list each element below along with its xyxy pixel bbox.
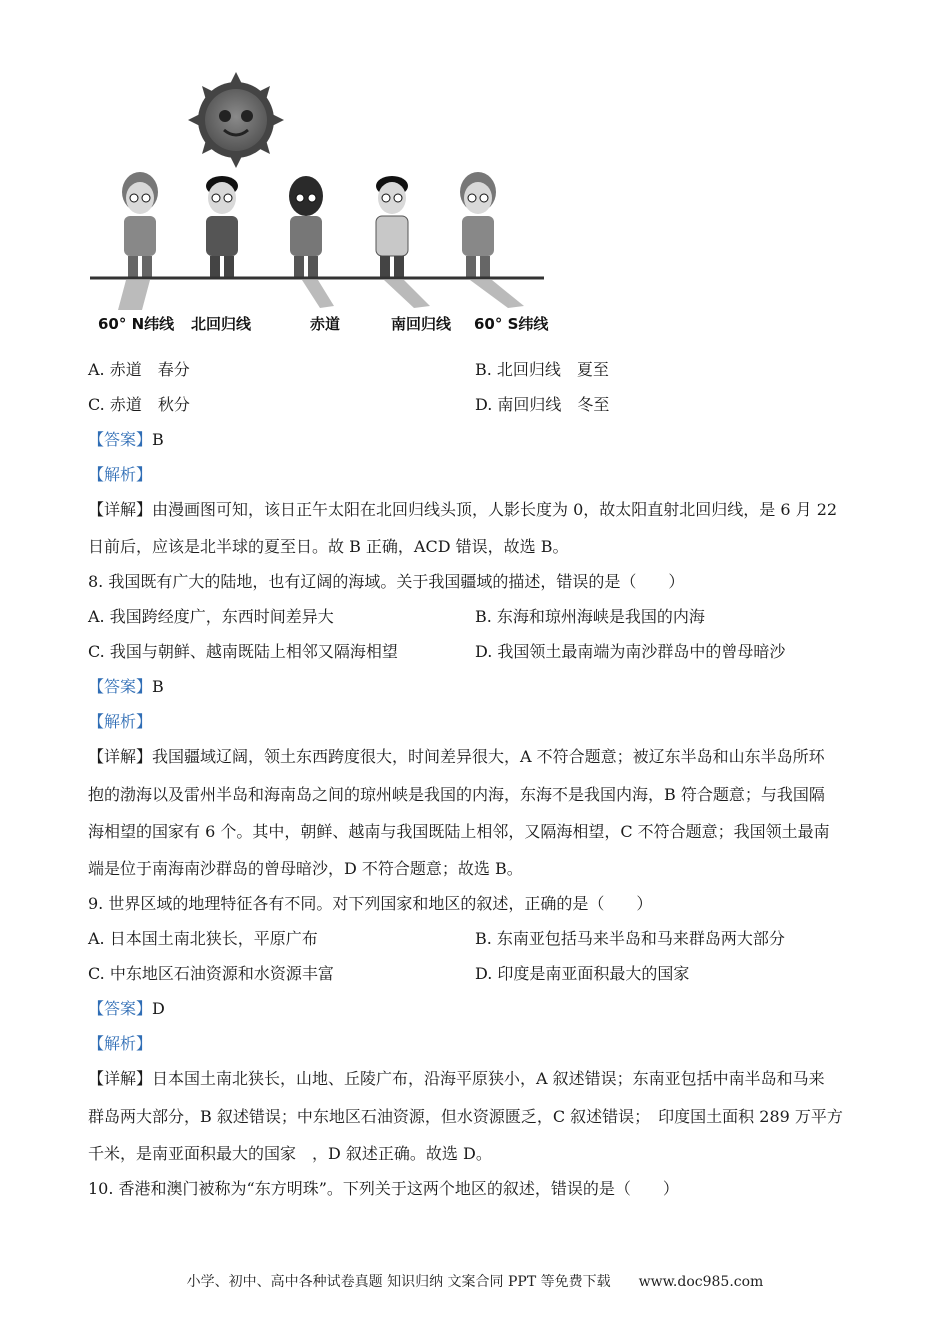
q8-answer — [88, 677, 164, 697]
detail-text: 由漫画图可知，该日正午太阳在北回归线头顶，人影长度为 0，故太阳直射北回归线，是 6 月 22 — [152, 500, 838, 519]
detail-text: 日本国土南北狭长，山地、丘陵广布，沿海平原狭小，A 叙述错误；东南亚包括中南半岛和马来 — [152, 1069, 825, 1088]
label-tropic-cancer: 北回归线 — [191, 315, 252, 333]
q8-option-a: A. 我国跨经度广，东西时间差异大 — [88, 607, 334, 626]
q9-option-b: B. 东南亚包括马来半岛和马来群岛两大部分 — [475, 929, 785, 948]
q7-option-d: D. 南回归线 冬至 — [475, 395, 610, 414]
q9-answer — [88, 999, 165, 1019]
q7-detail-line-1 — [88, 500, 837, 520]
label-tropic-capricorn: 南回归线 — [391, 315, 452, 333]
sun-icon — [188, 72, 284, 168]
answer-tag: 【答案】 — [88, 999, 153, 1018]
q8-detail-line-4: 端是位于南海南沙群岛的曾母暗沙，D 不符合题意；故选 B。 — [88, 859, 523, 878]
detail-text: 我国疆域辽阔，领土东西跨度很大，时间差异很大，A 不符合题意；被辽东半岛和山东半岛所环 — [152, 747, 825, 766]
detail-tag: 【详解】 — [88, 500, 153, 519]
q7-analysis-tag: 【解析】 — [88, 465, 153, 484]
cartoon-illustration — [88, 70, 558, 310]
q7-option-a: A. 赤道 春分 — [88, 360, 190, 379]
person-60s — [460, 172, 496, 278]
answer-value: B — [152, 430, 164, 449]
answer-tag: 【答案】 — [88, 430, 153, 449]
latitude-cartoon-figure — [88, 70, 558, 340]
person-60n — [122, 172, 158, 278]
person-tropic-cancer — [206, 176, 238, 278]
person-equator — [289, 176, 323, 278]
q7-answer — [88, 430, 164, 450]
q7-option-c: C. 赤道 秋分 — [88, 395, 190, 414]
label-equator: 赤道 — [310, 315, 341, 333]
q8-option-b: B. 东海和琼州海峡是我国的内海 — [475, 607, 705, 626]
q9-question: 9. 世界区域的地理特征各有不同。对下列国家和地区的叙述，正确的是（ ） — [88, 894, 653, 913]
q9-option-c: C. 中东地区石油资源和水资源丰富 — [88, 964, 334, 983]
q7-option-b: B. 北回归线 夏至 — [475, 360, 609, 379]
q9-analysis-tag: 【解析】 — [88, 1034, 153, 1053]
answer-value: B — [152, 677, 164, 696]
q8-analysis-tag: 【解析】 — [88, 712, 153, 731]
page-footer: 小学、初中、高中各种试卷真题 知识归纳 文案合同 PPT 等免费下载 www.doc985.com — [186, 1274, 764, 1290]
label-60s: 60° S纬线 — [474, 315, 549, 333]
detail-tag: 【详解】 — [88, 1069, 153, 1088]
q9-detail-line-3: 千米，是南亚面积最大的国家 ，D 叙述正确。故选 D。 — [88, 1144, 492, 1163]
q9-option-d: D. 印度是南亚面积最大的国家 — [475, 964, 690, 983]
q8-detail-line-3: 海相望的国家有 6 个。其中，朝鲜、越南与我国既陆上相邻，又隔海相望，C 不符合题意；我国领土最南 — [88, 822, 830, 841]
q8-detail-line-1 — [88, 747, 825, 767]
shadows — [118, 280, 524, 310]
q9-option-a: A. 日本国土南北狭长，平原广布 — [88, 929, 318, 948]
detail-tag: 【详解】 — [88, 747, 153, 766]
q8-option-c: C. 我国与朝鲜、越南既陆上相邻又隔海相望 — [88, 642, 398, 661]
q8-question: 8. 我国既有广大的陆地，也有辽阔的海域。关于我国疆域的描述，错误的是（ ） — [88, 572, 685, 591]
q8-option-d: D. 我国领土最南端为南沙群岛中的曾母暗沙 — [475, 642, 786, 661]
q7-detail-line-2: 日前后，应该是北半球的夏至日。故 B 正确，ACD 错误，故选 B。 — [88, 537, 569, 556]
answer-value: D — [152, 999, 165, 1018]
person-tropic-capricorn — [376, 176, 408, 278]
q10-question: 10. 香港和澳门被称为“东方明珠”。下列关于这两个地区的叙述，错误的是（ ） — [88, 1179, 679, 1198]
label-60n: 60° N纬线 — [98, 315, 175, 333]
answer-tag: 【答案】 — [88, 677, 153, 696]
q9-detail-line-2: 群岛两大部分，B 叙述错误；中东地区石油资源，但水资源匮乏，C 叙述错误； 印度国土面积 289 万平方 — [88, 1107, 843, 1126]
q8-detail-line-2: 抱的渤海以及雷州半岛和海南岛之间的琼州峡是我国的内海，东海不是我国内海，B 符合题意；与我国隔 — [88, 785, 825, 804]
q9-detail-line-1 — [88, 1069, 825, 1089]
